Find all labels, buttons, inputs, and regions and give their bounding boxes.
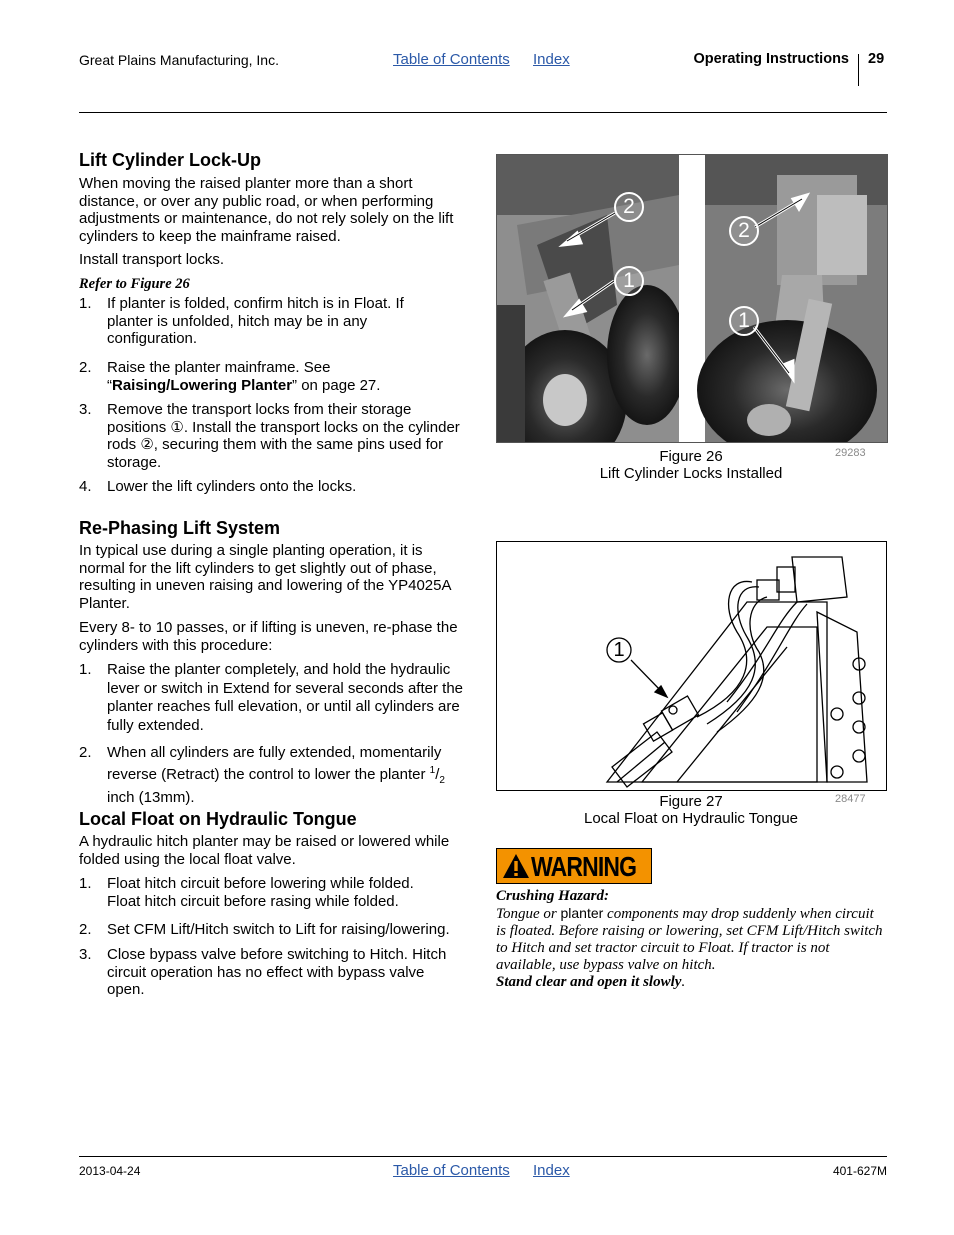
list-item: 1. If planter is folded, confirm hitch is in Float. If planter is unfolded, hitch may be in any configuration. [79, 295, 404, 347]
section-title-rephasing: Re-Phasing Lift System [79, 518, 281, 538]
warning-body: Tongue or planter components may drop suddenly when circuit is floated. Before raising or lowering, set CFM Lift/Hitch switch to Hitch and set tractor circuit to Float. If tractor is not available, use bypass valve on hitch. [496, 905, 883, 973]
callout-2-right: 2 [729, 216, 759, 246]
figure-27-drawing [497, 542, 886, 790]
lift-lockup-intro: When moving the raised planter more than a short distance, or over any public road, or when performing adjustments or maintenance, do not rely solely on the lift cylinders to keep the mainframe raised. [79, 175, 454, 245]
warning-triangle-icon [502, 853, 530, 879]
list-item: 2. Raise the planter mainframe. See “Raising/Lowering Planter” on page 27. [79, 359, 381, 394]
lift-lockup-refer: Refer to Figure 26 [79, 276, 190, 292]
rephasing-intro: In typical use during a single planting operation, it is normal for the lift cylinders to get slightly out of phase, resulting in uneven raising and lowering of the YP4025A Planter. [79, 542, 451, 612]
list-item: 1. Float hitch circuit before lowering while folded. Float hitch circuit before rasing while folded. [79, 875, 414, 910]
fraction-denominator: 2 [439, 774, 445, 786]
section-title-local-float: Local Float on Hydraulic Tongue [79, 809, 357, 829]
raising-lowering-ref: Raising/Lowering Planter [112, 376, 293, 394]
footer-rule [79, 1156, 887, 1157]
footer-doc-number: 401-627M [832, 1164, 887, 1178]
callout-1-right: 1 [729, 306, 759, 336]
callout-1-left: 1 [614, 266, 644, 296]
warning-badge [496, 848, 652, 884]
callout-1-fig27: 1 [613, 639, 625, 661]
figure-26-id: 29283 [835, 447, 866, 459]
header-divider [858, 54, 859, 86]
figure-27-id: 28477 [835, 793, 866, 805]
warning-hazard: Crushing Hazard: [496, 888, 609, 904]
figure-27-label: Figure 27 [659, 793, 723, 810]
local-float-intro: A hydraulic hitch planter may be raised or lowered while folded using the local float valve. [79, 833, 450, 868]
section-title-lift-lockup: Lift Cylinder Lock-Up [79, 150, 262, 170]
header-index-link[interactable]: Index [533, 51, 570, 68]
figure-27-image [496, 541, 887, 791]
list-item: 4. Lower the lift cylinders onto the locks. [79, 478, 357, 495]
list-item: 1. Raise the planter completely, and hold the hydraulic lever or switch in Extend for several seconds after the planter reaches full elevation, or until all cylinders are fully extended. [79, 661, 464, 734]
header-rule [79, 112, 887, 113]
figure-26-caption: Lift Cylinder Locks Installed [599, 465, 783, 482]
header-toc-link[interactable]: Table of Contents [393, 51, 510, 68]
figure-26-image [496, 154, 888, 443]
footer-toc-link[interactable]: Table of Contents [393, 1162, 510, 1179]
figure-26-photo [497, 155, 887, 442]
header-section: Operating Instructions [693, 51, 849, 67]
warning-word: WARNING [531, 851, 637, 882]
lift-lockup-install: Install transport locks. [79, 251, 225, 268]
figure-27-caption: Local Float on Hydraulic Tongue [583, 810, 799, 827]
header-company: Great Plains Manufacturing, Inc. [79, 52, 279, 68]
list-item: 3. Remove the transport locks from their storage positions ①. Install the transport locks on the cylinder rods ②, securing them with the same pins used for storage. [79, 401, 460, 471]
rephasing-freq: Every 8- to 10 passes, or if lifting is uneven, re-phase the cylinders with this procedure: [79, 619, 458, 654]
list-item: 3. Close bypass valve before switching to Hitch. Hitch circuit operation has no effect with bypass valve open. [79, 946, 447, 998]
list-item: 2. When all cylinders are fully extended, momentarily reverse (Retract) the control to lower the planter $^1/_2$ inch (13mm). [79, 744, 445, 806]
footer-date: 2013-04-24 [79, 1164, 141, 1178]
page-number: 29 [868, 51, 885, 67]
fraction-numerator: 1 [429, 764, 436, 776]
warning-stand-clear: Stand clear and open it slowly. [496, 974, 686, 990]
callout-2-left: 2 [614, 192, 644, 222]
figure-26-label: Figure 26 [659, 448, 723, 465]
footer-index-link[interactable]: Index [533, 1162, 570, 1179]
list-item: 2. Set CFM Lift/Hitch switch to Lift for raising/lowering. [79, 921, 450, 938]
